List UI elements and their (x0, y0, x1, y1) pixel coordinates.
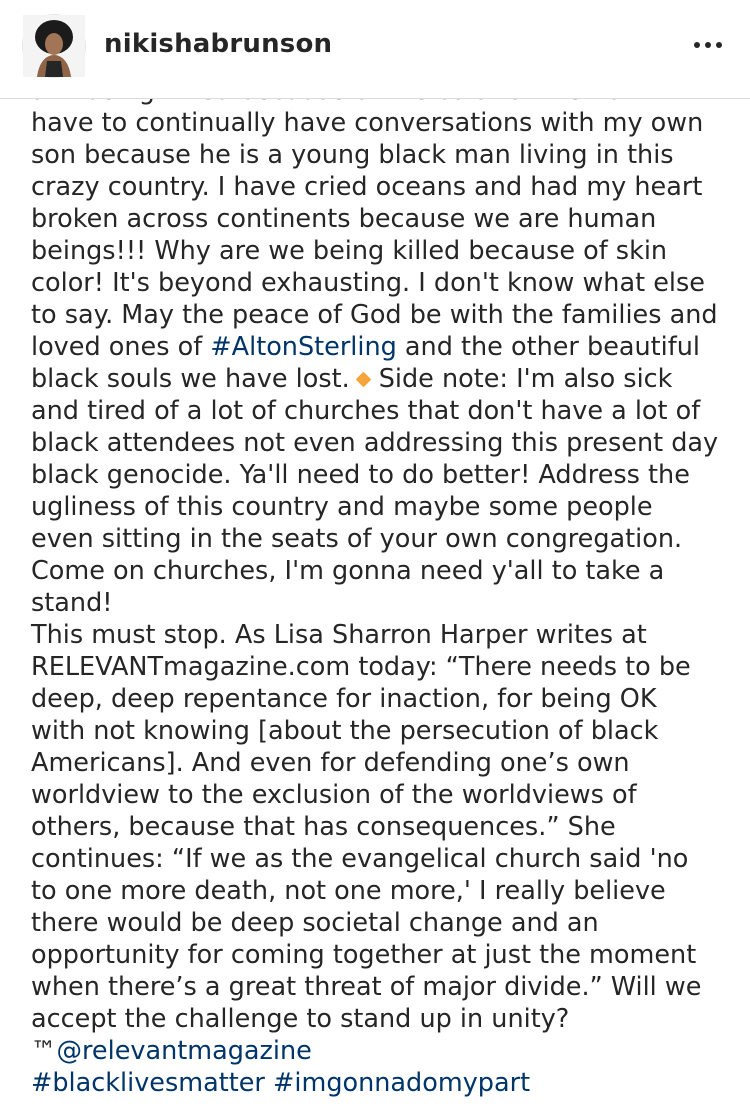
hashtag-altonsterling[interactable]: #AltonSterling (210, 332, 397, 362)
more-options-icon[interactable] (692, 33, 724, 55)
caption-area (0, 99, 750, 1109)
caption-line: have to continually have conversations with my own (31, 108, 704, 138)
dot (705, 42, 711, 48)
trademark-symbol: ™ (31, 1036, 57, 1066)
caption-line: black attendees not even addressing this present day (31, 428, 719, 458)
caption-text: loved ones of (31, 332, 211, 362)
caption-line: Come on churches, I'm gonna need y'all to take a (31, 556, 665, 586)
caption-line: black genocide. Ya'll need to do better! Address the (31, 460, 690, 490)
post-caption (31, 75, 731, 1099)
avatar-image (23, 15, 85, 77)
dot (694, 42, 700, 48)
caption-line: color! It's beyond exhausting. I don't know what else (31, 268, 705, 298)
caption-line (31, 331, 731, 363)
caption-line: even sitting in the seats of your own congregation. (31, 524, 683, 554)
caption-line (31, 363, 731, 395)
caption-line: worldview to the exclusion of the worldviews of (31, 780, 637, 810)
caption-line: RELEVANTmagazine.com today: “There needs to be (31, 652, 691, 682)
username[interactable]: nikishabrunson (104, 29, 333, 59)
mention-relevantmagazine[interactable]: @relevantmagazine (56, 1036, 312, 1066)
caption-line: Americans]. And even for defending one’s own (31, 748, 630, 778)
caption-line: deep, deep repentance for inaction, for being OK (31, 684, 657, 714)
caption-line: This must stop. As Lisa Sharron Harper writes at (31, 620, 647, 650)
caption-line: when there’s a great threat of major divide.” Will we (31, 972, 702, 1002)
caption-line: crazy country. I have cried oceans and had my heart (31, 172, 703, 202)
caption-line: opportunity for coming together at just the moment (31, 940, 697, 970)
caption-line: son because he is a young black man living in this (31, 140, 674, 170)
caption-line: and tired of a lot of churches that don't have a lot of (31, 396, 701, 426)
caption-line: with not knowing [about the persecution of black (31, 716, 659, 746)
dot (716, 42, 722, 48)
caption-text: Side note: I'm also sick (378, 364, 673, 394)
caption-line: beings!!! Why are we being killed because of skin (31, 236, 668, 266)
hashtag-imgonnadomypart[interactable]: #imgonnadomypart (273, 1068, 531, 1098)
caption-line: broken across continents because we are human (31, 204, 657, 234)
orange-diamond-icon (355, 372, 371, 388)
caption-line (31, 1067, 731, 1099)
caption-line: stand! (31, 588, 113, 618)
hashtag-blacklivesmatter[interactable]: #blacklivesmatter (31, 1068, 265, 1098)
caption-line: ugliness of this country and maybe some people (31, 492, 653, 522)
avatar[interactable] (22, 14, 86, 78)
caption-line: to one more death, not one more,' I really believe (31, 876, 666, 906)
caption-line: there would be deep societal change and an (31, 908, 599, 938)
caption-line: to say. May the peace of God be with the families and (31, 300, 718, 330)
caption-line: continues: “If we as the evangelical church said 'no (31, 844, 689, 874)
post-header (0, 0, 750, 99)
caption-line (31, 1035, 731, 1067)
caption-line: others, because that has consequences.” She (31, 812, 616, 842)
caption-text: and the other beautiful (396, 332, 700, 362)
caption-text: black souls we have lost. (31, 364, 350, 394)
caption-line: accept the challenge to stand up in unity? (31, 1004, 570, 1034)
